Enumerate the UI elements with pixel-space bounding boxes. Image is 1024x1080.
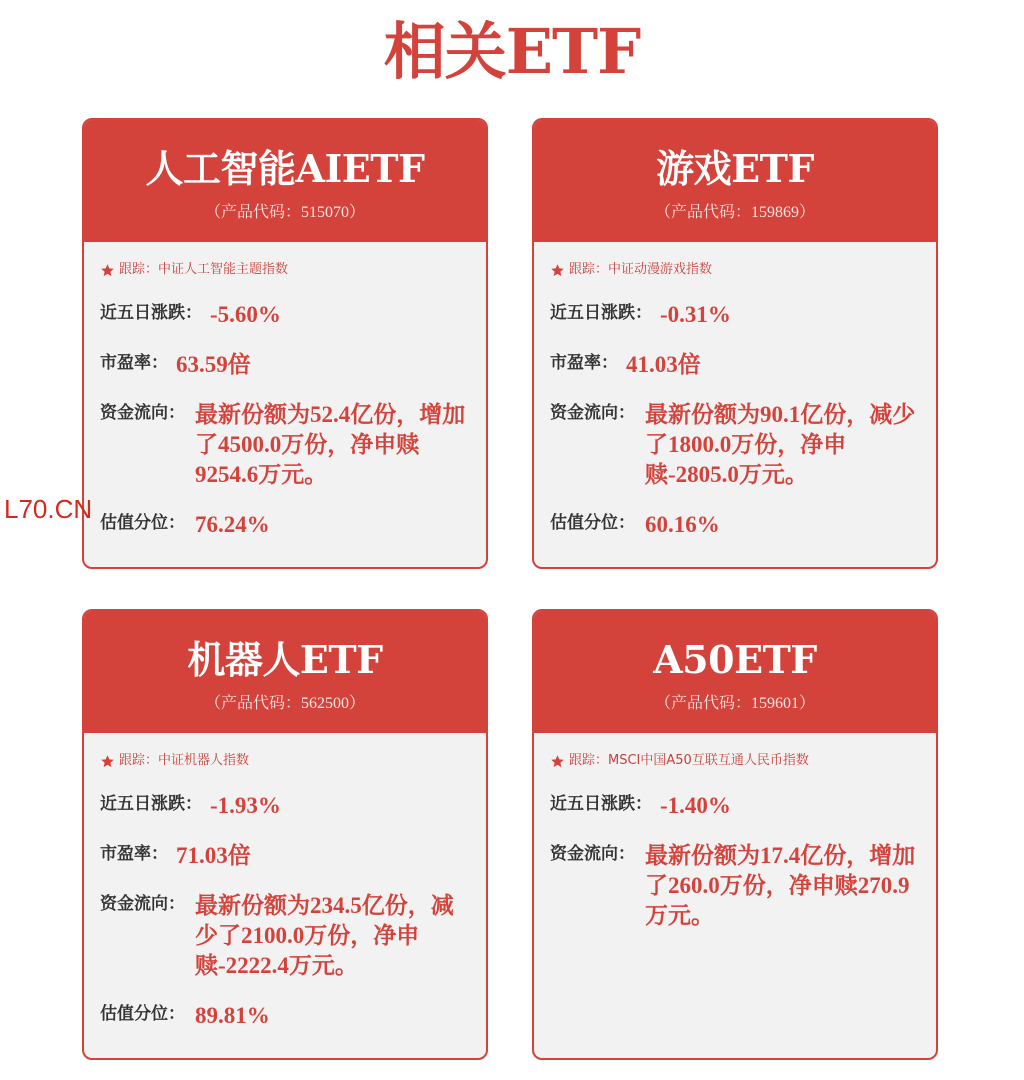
flow-row — [550, 841, 920, 931]
pe-value: 41.03倍 — [626, 352, 701, 377]
five-day-label: 近五日涨跌： — [550, 303, 652, 323]
card-header — [534, 611, 936, 733]
five-day-value: -5.60% — [210, 302, 281, 327]
track-index — [550, 260, 920, 280]
star-icon — [100, 263, 115, 278]
flow-label: 资金流向： — [550, 844, 635, 864]
five-day-row — [100, 791, 470, 821]
valuation-row — [100, 510, 470, 540]
track-text: 跟踪：中证机器人指数 — [119, 753, 250, 768]
product-code: （产品代码：562500） — [204, 695, 365, 712]
star-icon — [550, 263, 565, 278]
five-day-label: 近五日涨跌： — [100, 303, 202, 323]
flow-label: 资金流向： — [100, 403, 185, 423]
etf-card-a50 — [532, 609, 938, 1060]
card-body — [84, 733, 486, 1031]
etf-card-game — [532, 118, 938, 569]
five-day-value: -1.40% — [660, 793, 731, 818]
flow-row — [550, 400, 920, 490]
flow-row — [100, 891, 470, 981]
valuation-value: 60.16% — [645, 512, 720, 537]
track-text: 跟踪：中证动漫游戏指数 — [569, 262, 713, 277]
valuation-label: 估值分位： — [100, 513, 185, 533]
card-title: 游戏ETF — [656, 146, 814, 191]
page-title: 相关ETF — [383, 15, 641, 88]
flow-value: 最新份额为17.4亿份，增加了260.0万份，净申赎270.9万元。 — [645, 843, 916, 928]
card-body — [534, 733, 936, 931]
product-code: （产品代码：159601） — [654, 695, 815, 712]
pe-value: 63.59倍 — [176, 352, 251, 377]
track-index — [550, 751, 920, 771]
flow-value: 最新份额为52.4亿份，增加了4500.0万份，净申赎9254.6万元。 — [195, 402, 466, 487]
five-day-value: -1.93% — [210, 793, 281, 818]
valuation-label: 估值分位： — [100, 1004, 185, 1024]
pe-label: 市盈率： — [100, 353, 168, 373]
product-code: （产品代码：159869） — [654, 204, 815, 221]
pe-label: 市盈率： — [550, 353, 618, 373]
pe-label: 市盈率： — [100, 844, 168, 864]
card-body — [534, 242, 936, 540]
valuation-value: 76.24% — [195, 512, 270, 537]
five-day-label: 近五日涨跌： — [550, 794, 652, 814]
valuation-row — [550, 510, 920, 540]
valuation-row — [100, 1001, 470, 1031]
card-body — [84, 242, 486, 540]
pe-value: 71.03倍 — [176, 843, 251, 868]
valuation-label: 估值分位： — [550, 513, 635, 533]
card-title: 人工智能AIETF — [145, 146, 425, 191]
star-icon — [100, 754, 115, 769]
flow-label: 资金流向： — [100, 894, 185, 914]
etf-card-robot — [82, 609, 488, 1060]
five-day-row — [100, 300, 470, 330]
track-text: 跟踪：MSCI中国A50互联互通人民币指数 — [569, 753, 809, 768]
five-day-value: -0.31% — [660, 302, 731, 327]
five-day-row — [550, 791, 920, 821]
pe-row — [550, 350, 920, 380]
five-day-label: 近五日涨跌： — [100, 794, 202, 814]
card-header — [84, 120, 486, 242]
track-index — [100, 751, 470, 771]
five-day-row — [550, 300, 920, 330]
pe-row — [100, 841, 470, 871]
star-icon — [550, 754, 565, 769]
card-title: 机器人ETF — [187, 637, 383, 682]
etf-card-ai — [82, 118, 488, 569]
flow-label: 资金流向： — [550, 403, 635, 423]
flow-row — [100, 400, 470, 490]
pe-row — [100, 350, 470, 380]
card-header — [534, 120, 936, 242]
flow-value: 最新份额为90.1亿份，减少了1800.0万份，净申赎-2805.0万元。 — [645, 402, 916, 487]
flow-value: 最新份额为234.5亿份，减少了2100.0万份，净申赎-2222.4万元。 — [195, 893, 454, 978]
track-index — [100, 260, 470, 280]
card-title: A50ETF — [653, 637, 817, 682]
card-header — [84, 611, 486, 733]
track-text: 跟踪：中证人工智能主题指数 — [119, 262, 289, 277]
valuation-value: 89.81% — [195, 1003, 270, 1028]
product-code: （产品代码：515070） — [204, 204, 365, 221]
watermark: L70.CN — [4, 494, 93, 524]
